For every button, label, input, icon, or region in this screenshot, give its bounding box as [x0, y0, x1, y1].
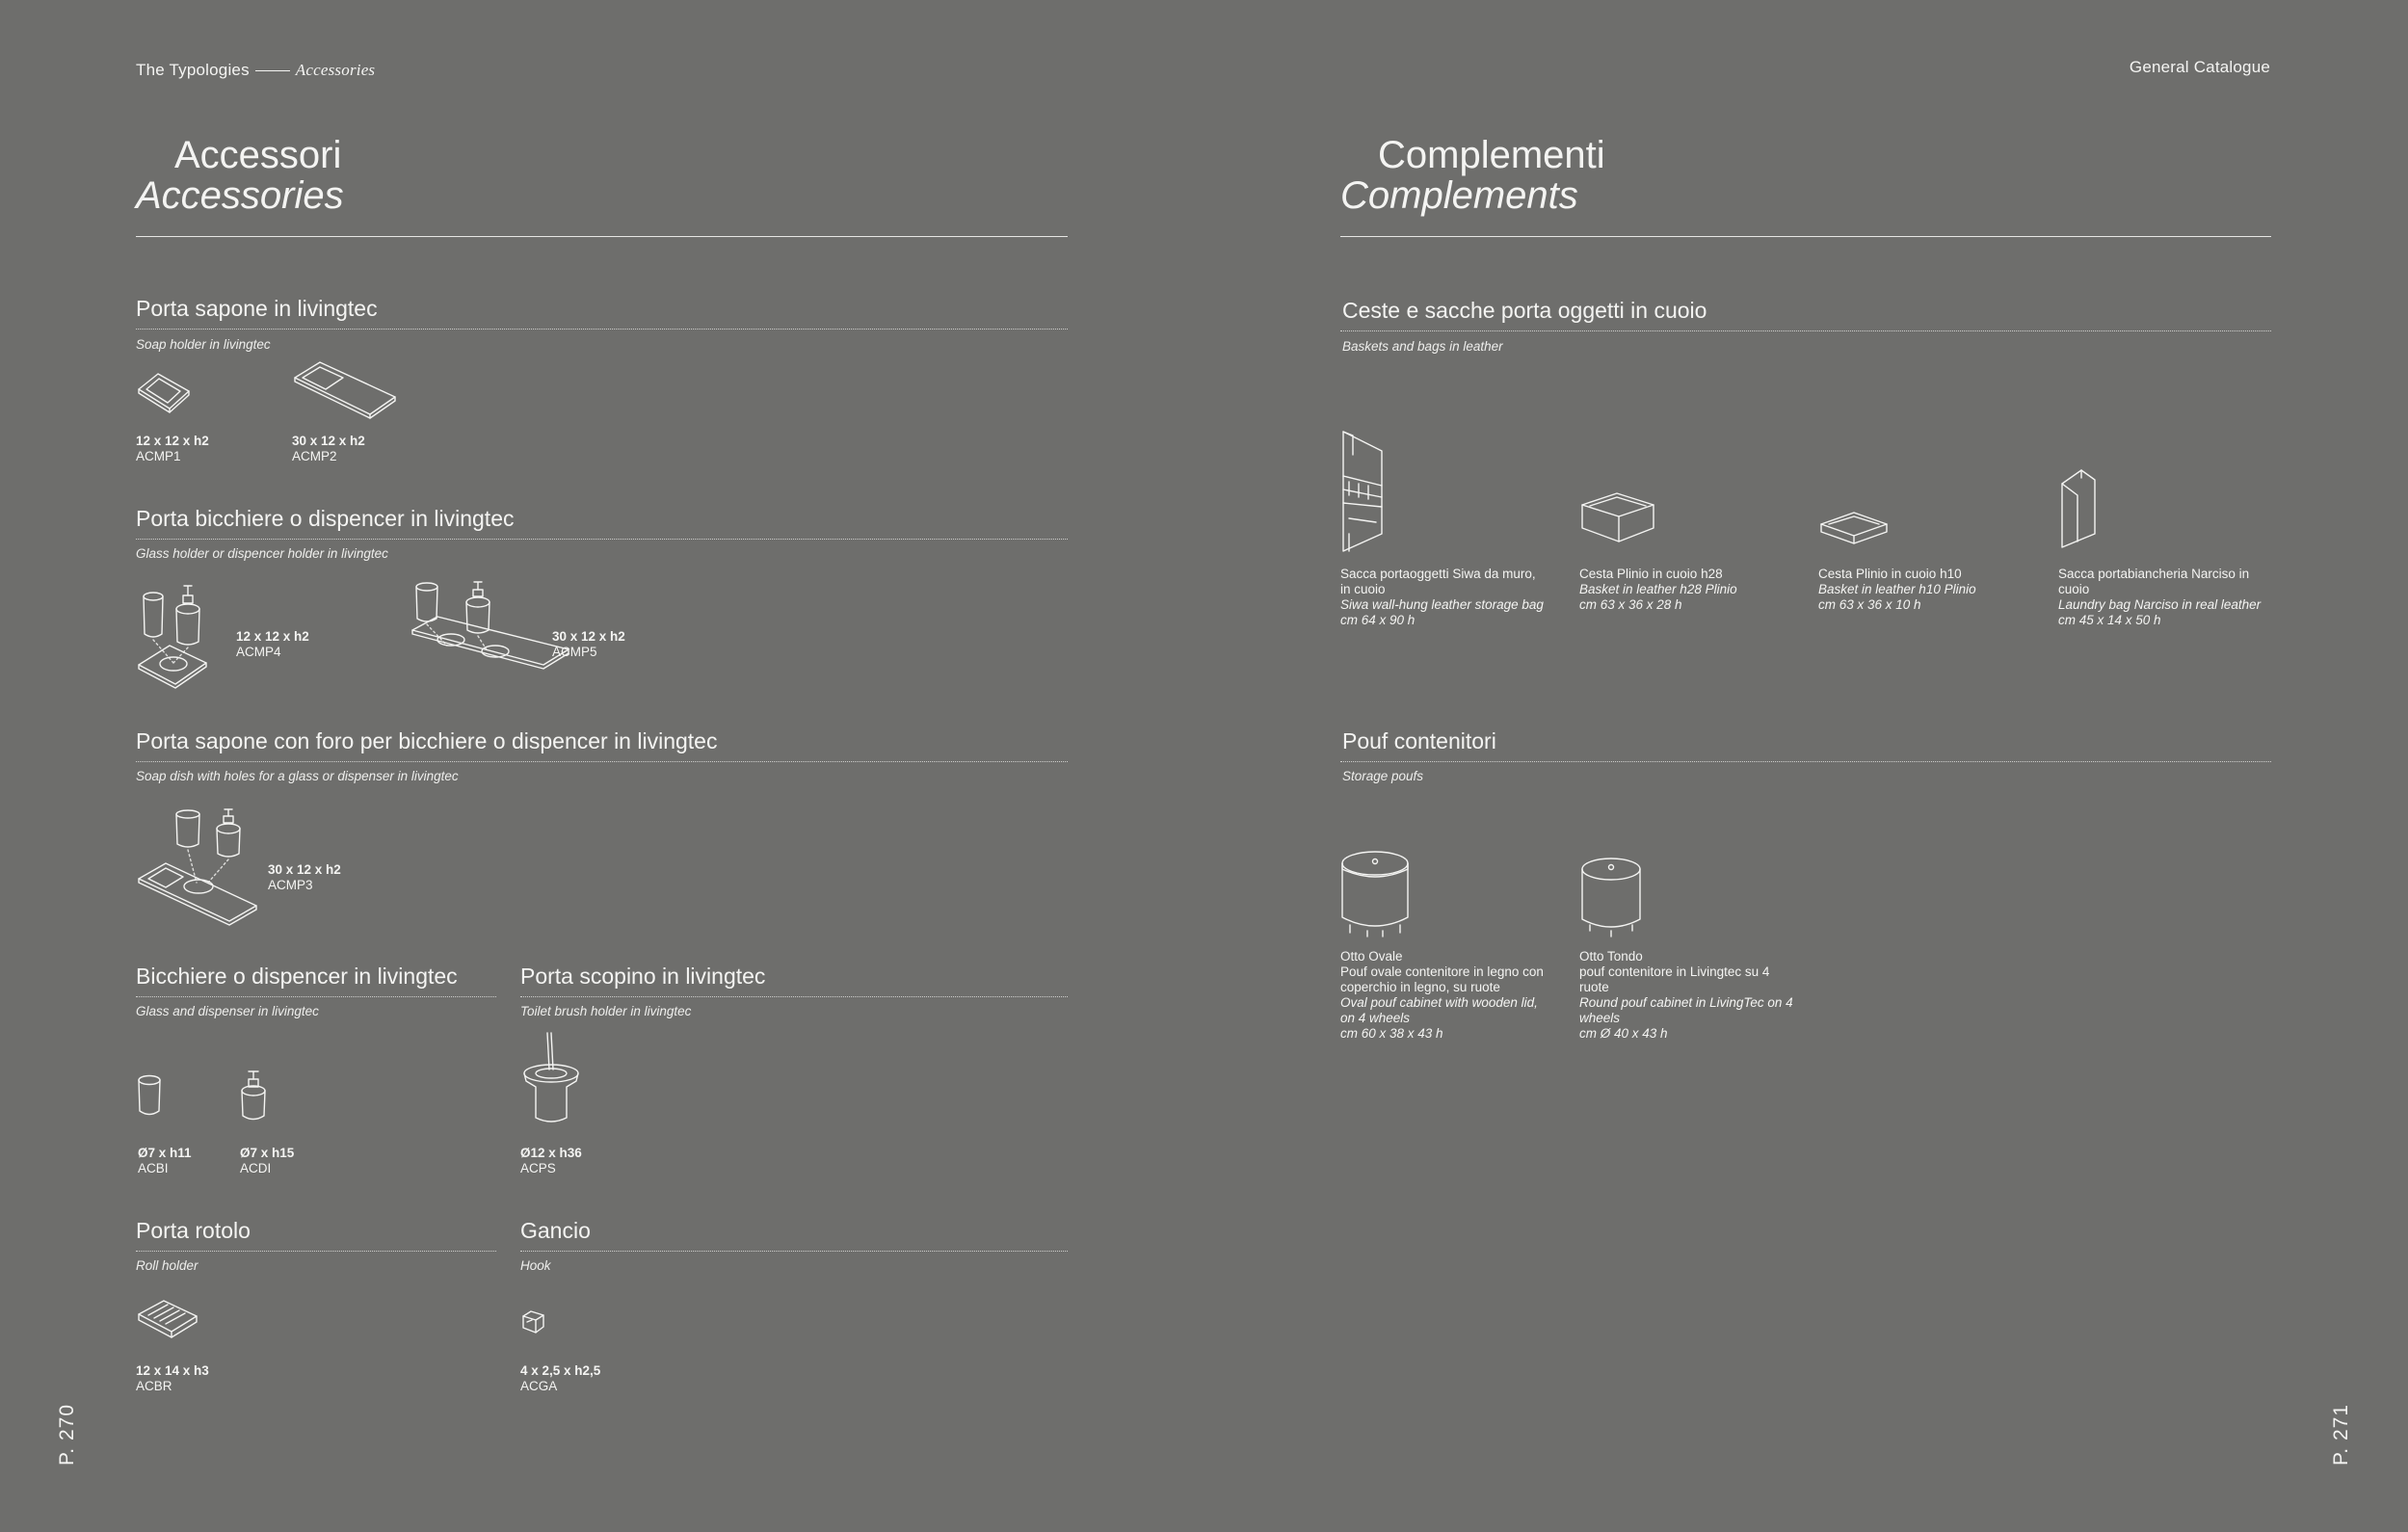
section-divider	[136, 329, 1068, 330]
product-name: Otto Ovale	[1340, 949, 1403, 964]
page-title-en: Complements	[1340, 174, 1578, 217]
basket-h28-icon	[1578, 489, 1657, 547]
glass-icon	[137, 1072, 166, 1123]
product-name-en: Basket in leather h28 Plinio	[1579, 582, 1737, 596]
breadcrumb	[136, 61, 375, 80]
section-subtitle-roll-holder: Roll holder	[136, 1258, 198, 1273]
item-code: ACBI	[138, 1161, 169, 1175]
pouf-item	[1340, 949, 1554, 1042]
laundry-bag-icon	[2056, 466, 2099, 549]
breadcrumb-section: Accessories	[295, 61, 376, 79]
item-dimension: 12 x 12 x h2	[136, 434, 209, 448]
oval-pouf-icon	[1338, 848, 1412, 937]
wall-storage-bag-icon	[1339, 428, 1386, 555]
section-title-brush-holder: Porta scopino in livingtec	[520, 964, 766, 989]
section-title-poufs: Pouf contenitori	[1342, 728, 1496, 753]
product-name-en: Laundry bag Narciso in real leather	[2058, 597, 2262, 612]
product-name-en: Siwa wall-hung leather storage bag	[1340, 597, 1544, 612]
roll-holder-icon	[135, 1297, 200, 1341]
item-code: ACBR	[136, 1379, 172, 1393]
item-dimension: 4 x 2,5 x h2,5	[520, 1363, 601, 1378]
toilet-brush-holder-icon	[518, 1031, 584, 1133]
section-divider	[520, 996, 1068, 997]
product-name: Sacca portabiancheria Narciso in cuoio	[2058, 567, 2250, 596]
section-subtitle-brush-holder: Toilet brush holder in livingtec	[520, 1004, 692, 1018]
item-dimension: 30 x 12 x h2	[552, 629, 625, 644]
section-divider	[1340, 761, 2271, 762]
item-dimension: 12 x 14 x h3	[136, 1363, 209, 1378]
section-title-glasses: Bicchiere o dispencer in livingtec	[136, 964, 458, 989]
glass-holder-small-icon	[135, 582, 222, 690]
title-divider	[1340, 236, 2271, 237]
product-name: Otto Tondo	[1579, 949, 1643, 964]
product-size: cm 60 x 38 x 43 h	[1340, 1026, 1443, 1041]
basket-item	[1340, 567, 1545, 628]
product-size: cm 63 x 36 x 28 h	[1579, 597, 1682, 612]
product-name: Cesta Plinio in cuoio h28	[1579, 567, 1723, 581]
section-subtitle-soap-holder: Soap holder in livingtec	[136, 337, 271, 352]
basket-h10-icon	[1817, 509, 1891, 547]
product-size: cm Ø 40 x 43 h	[1579, 1026, 1668, 1041]
item-dimension: 12 x 12 x h2	[236, 629, 309, 644]
item-dimension: Ø7 x h15	[240, 1146, 295, 1160]
section-divider	[136, 761, 1068, 762]
page-title-en: Accessories	[136, 174, 344, 217]
product-name: Sacca portaoggetti Siwa da muro, in cuoio	[1340, 567, 1536, 596]
section-divider	[136, 1251, 496, 1252]
basket-item	[2058, 567, 2268, 628]
section-title-roll-holder: Porta rotolo	[136, 1218, 251, 1243]
product-size: cm 64 x 90 h	[1340, 613, 1416, 627]
page-title-it: Accessori	[174, 134, 342, 176]
page-number-left: P. 270	[56, 1403, 78, 1466]
soap-holder-square-icon	[135, 368, 193, 416]
page-number-right: P. 271	[2330, 1403, 2352, 1466]
product-name-en: Round pouf cabinet in LivingTec on 4 wheels	[1579, 995, 1793, 1025]
glass-holder-double-icon	[409, 572, 572, 669]
section-subtitle-poufs: Storage poufs	[1342, 769, 1424, 783]
section-title-soap-dish: Porta sapone con foro per bicchiere o dispencer in livingtec	[136, 728, 718, 753]
section-subtitle-hook: Hook	[520, 1258, 551, 1273]
item-dimension: Ø12 x h36	[520, 1146, 582, 1160]
section-title-glass-holder: Porta bicchiere o dispencer in livingtec	[136, 506, 515, 531]
hook-icon	[520, 1308, 547, 1335]
section-divider	[520, 1251, 1068, 1252]
product-name: Cesta Plinio in cuoio h10	[1818, 567, 1962, 581]
item-code: ACGA	[520, 1379, 558, 1393]
item-code: ACPS	[520, 1161, 556, 1175]
item-code: ACMP2	[292, 449, 337, 463]
product-description: Pouf ovale contenitore in legno con coperchio in legno, su ruote	[1340, 964, 1544, 994]
breadcrumb-separator	[255, 70, 290, 71]
item-dimension: 30 x 12 x h2	[292, 434, 365, 448]
dispenser-icon	[238, 1070, 273, 1125]
section-divider	[136, 996, 496, 997]
section-subtitle-glass-holder: Glass holder or dispencer holder in livingtec	[136, 546, 388, 561]
item-dimension: Ø7 x h11	[138, 1146, 192, 1160]
item-dimension: 30 x 12 x h2	[268, 862, 341, 877]
soap-dish-with-holes-icon	[135, 806, 260, 927]
section-divider	[136, 539, 1068, 540]
section-subtitle-soap-dish: Soap dish with holes for a glass or dispenser in livingtec	[136, 769, 459, 783]
item-code: ACMP4	[236, 645, 281, 659]
page-title-it: Complementi	[1378, 134, 1605, 176]
item-code: ACMP5	[552, 645, 597, 659]
section-divider	[1340, 330, 2271, 331]
section-subtitle-baskets: Baskets and bags in leather	[1342, 339, 1503, 354]
section-title-baskets: Ceste e sacche porta oggetti in cuoio	[1342, 298, 1707, 323]
section-title-hook: Gancio	[520, 1218, 591, 1243]
basket-item	[1818, 567, 2023, 613]
breadcrumb-main: The Typologies	[136, 61, 250, 79]
section-subtitle-glasses: Glass and dispenser in livingtec	[136, 1004, 319, 1018]
round-pouf-icon	[1578, 856, 1644, 937]
item-code: ACMP1	[136, 449, 181, 463]
product-size: cm 45 x 14 x 50 h	[2058, 613, 2161, 627]
item-code: ACMP3	[268, 878, 313, 892]
product-name-en: Oval pouf cabinet with wooden lid, on 4 wheels	[1340, 995, 1538, 1025]
soap-holder-long-icon	[291, 358, 399, 426]
product-description: pouf contenitore in Livingtec su 4 ruote	[1579, 964, 1770, 994]
item-code: ACDI	[240, 1161, 272, 1175]
title-divider	[136, 236, 1068, 237]
catalogue-label: General Catalogue	[2129, 58, 2270, 76]
section-title-soap-holder: Porta sapone in livingtec	[136, 296, 378, 321]
product-name-en: Basket in leather h10 Plinio	[1818, 582, 1976, 596]
product-size: cm 63 x 36 x 10 h	[1818, 597, 1921, 612]
pouf-item	[1579, 949, 1793, 1042]
basket-item	[1579, 567, 1784, 613]
